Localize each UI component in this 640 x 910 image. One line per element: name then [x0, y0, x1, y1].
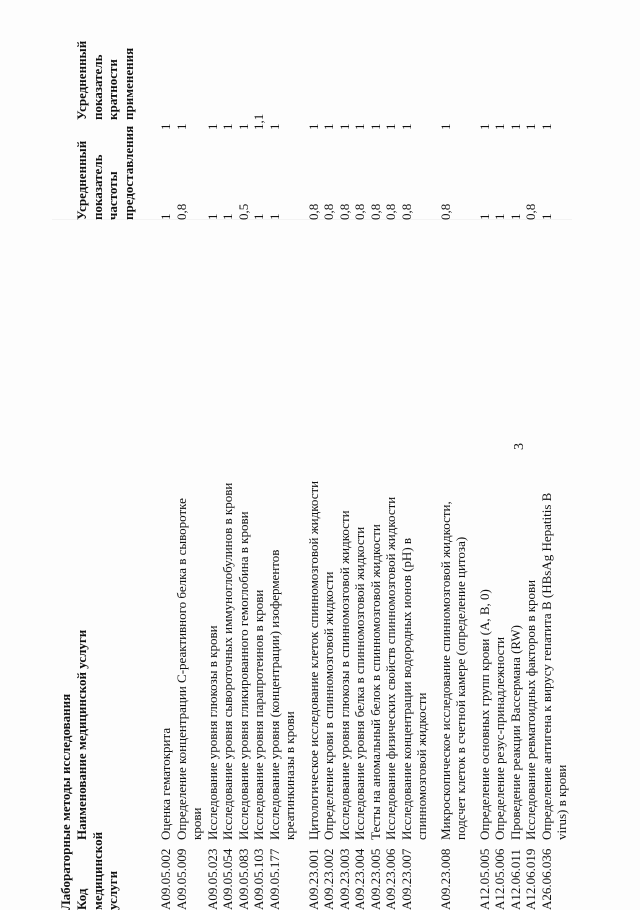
table-row	[337, 40, 353, 910]
cell-multiplicity: 1	[507, 123, 523, 130]
cell-frequency: 0,8	[321, 203, 336, 220]
table-row	[174, 40, 205, 910]
cell-name: Определение основных групп крови (A, B, 0)	[476, 589, 492, 840]
table-row	[251, 40, 267, 910]
cell-frequency: 1	[507, 213, 523, 220]
cell-frequency: 0,8	[367, 203, 383, 220]
cell-code: A12.06.019	[523, 848, 538, 910]
cell-name: Исследование уровня (концентрации) изоферментов креатинкиназы в крови	[266, 549, 297, 840]
page-number: 3	[512, 443, 527, 450]
cell-frequency: 0,8	[523, 203, 538, 220]
group-gap	[469, 40, 477, 910]
table-row	[399, 40, 430, 910]
group-gap	[298, 40, 306, 910]
cell-code: A09.23.003	[336, 848, 352, 910]
header-name: Наименование медицинской услуги	[74, 629, 89, 840]
table-row	[539, 40, 570, 910]
cell-code: A09.23.006	[383, 848, 398, 910]
cell-name: Исследование уровня сывороточных иммуноглобулинов в крови	[220, 482, 235, 840]
cell-frequency: 0,5	[235, 203, 251, 220]
cell-name: Оценка гематокрита	[158, 727, 173, 840]
cell-code: A09.23.007	[398, 848, 414, 910]
table-row	[321, 40, 337, 910]
cell-name: Исследование уровня гликированного гемоглобина в крови	[235, 511, 251, 840]
rotated-page	[52, 40, 572, 910]
table-row	[368, 40, 384, 910]
header-frequency: Усредненный показатель частоты предоставления	[74, 125, 136, 220]
table-row	[158, 40, 174, 910]
cell-multiplicity: 1	[383, 123, 398, 130]
table-row	[508, 40, 524, 910]
cell-frequency: 0,8	[336, 203, 352, 220]
cell-frequency: 1	[251, 213, 266, 220]
cell-multiplicity: 1,1	[251, 113, 266, 130]
cell-multiplicity: 1	[398, 123, 414, 130]
cell-code: A09.23.002	[321, 848, 336, 910]
cell-multiplicity: 1	[158, 123, 173, 130]
cell-code: A09.05.023	[204, 848, 220, 910]
header-multiplicity: Усредненный показатель кратности применения	[74, 40, 136, 120]
cell-frequency: 0,8	[398, 203, 414, 220]
cell-frequency: 1	[220, 213, 235, 220]
cell-multiplicity: 1	[336, 123, 352, 130]
cell-name: Тесты на аномальный белок в спинномозговой жидкости	[367, 524, 383, 840]
table-row	[492, 40, 508, 910]
table-row	[383, 40, 399, 910]
cell-frequency: 0,8	[437, 203, 453, 220]
cell-name: Определение резус-принадлежности	[492, 636, 507, 840]
cell-frequency: 0,8	[173, 203, 189, 220]
cell-name: Исследование уровня парапротеинов в крови	[251, 589, 266, 840]
cell-code: A09.05.083	[235, 848, 251, 910]
cell-code: A09.23.001	[305, 848, 321, 910]
table-row	[438, 40, 469, 910]
cell-multiplicity: 1	[204, 123, 220, 130]
cell-frequency: 1	[538, 213, 554, 220]
cell-multiplicity: 1	[437, 123, 453, 130]
cell-name: Определение концентрации C-реактивного белка в сыворотке крови	[173, 498, 204, 840]
cell-frequency: 1	[204, 213, 220, 220]
cell-frequency: 0,8	[305, 203, 321, 220]
cell-name: Проведение реакции Вассермана (RW)	[507, 625, 523, 840]
cell-code: A09.23.005	[367, 848, 383, 910]
cell-frequency: 1	[266, 213, 282, 220]
cell-frequency: 0,8	[352, 203, 367, 220]
cell-code: A12.05.005	[476, 848, 492, 910]
table-body	[158, 40, 570, 910]
cell-name: Исследование уровня глюкозы в крови	[204, 625, 220, 840]
cell-multiplicity: 1	[235, 123, 251, 130]
cell-name: Цитологическое исследование клеток спинномозговой жидкости	[305, 480, 321, 840]
cell-name: Определение антигена к вирусу гепатита B (HBsAg Hepatitis B virus) в крови	[538, 492, 569, 840]
cell-name: Исследование уровня белка в спинномозговой жидкости	[352, 526, 367, 840]
cell-code: A12.05.006	[492, 848, 507, 910]
table-row	[352, 40, 368, 910]
cell-frequency: 1	[476, 213, 492, 220]
cell-frequency: 0,8	[383, 203, 398, 220]
cell-multiplicity: 1	[523, 123, 538, 130]
cell-code: A26.06.036	[538, 848, 554, 910]
table-row	[205, 40, 221, 910]
header-code: Код медицинской услуги	[74, 831, 120, 910]
cell-name: Микроскопическое исследование спинномозговой жидкости, подсчет клеток в счетной камере (определение цитоза)	[437, 501, 468, 840]
cell-multiplicity: 1	[173, 123, 189, 130]
cell-frequency: 1	[158, 213, 173, 220]
cell-code: A09.23.008	[437, 848, 453, 910]
table-row	[220, 40, 236, 910]
cell-multiplicity: 1	[492, 123, 507, 130]
cell-multiplicity: 1	[476, 123, 492, 130]
table-title: Лабораторные методы исследования	[58, 693, 73, 910]
cell-multiplicity: 1	[367, 123, 383, 130]
table-row	[523, 40, 539, 910]
cell-multiplicity: 1	[538, 123, 554, 130]
table-row	[306, 40, 322, 910]
cell-code: A09.23.004	[352, 848, 367, 910]
cell-frequency: 1	[492, 213, 507, 220]
cell-code: A09.05.009	[173, 848, 189, 910]
cell-code: A09.05.103	[251, 848, 266, 910]
table-row	[267, 40, 298, 910]
group-gap	[430, 40, 438, 910]
cell-multiplicity: 1	[305, 123, 321, 130]
cell-multiplicity: 1	[352, 123, 367, 130]
cell-name: Определение крови в спинномозговой жидкости	[321, 571, 336, 840]
cell-multiplicity: 1	[266, 123, 282, 130]
cell-multiplicity: 1	[321, 123, 336, 130]
cell-name: Исследование физических свойств спинномозговой жидкости	[383, 496, 398, 840]
cell-name: Исследование уровня глюкозы в спинномозговой жидкости	[336, 510, 352, 840]
cell-code: A09.05.054	[220, 848, 235, 910]
cell-code: A09.05.002	[158, 848, 173, 910]
table-row	[236, 40, 252, 910]
cell-code: A12.06.011	[507, 849, 523, 910]
cell-name: Исследование концентрации водородных ионов (pH) в спинномозговой жидкости	[398, 537, 429, 840]
cell-multiplicity: 1	[220, 123, 235, 130]
cell-code: A09.05.177	[266, 848, 282, 910]
table-row	[477, 40, 493, 910]
cell-name: Исследование ревматоидных факторов в крови	[523, 579, 538, 840]
